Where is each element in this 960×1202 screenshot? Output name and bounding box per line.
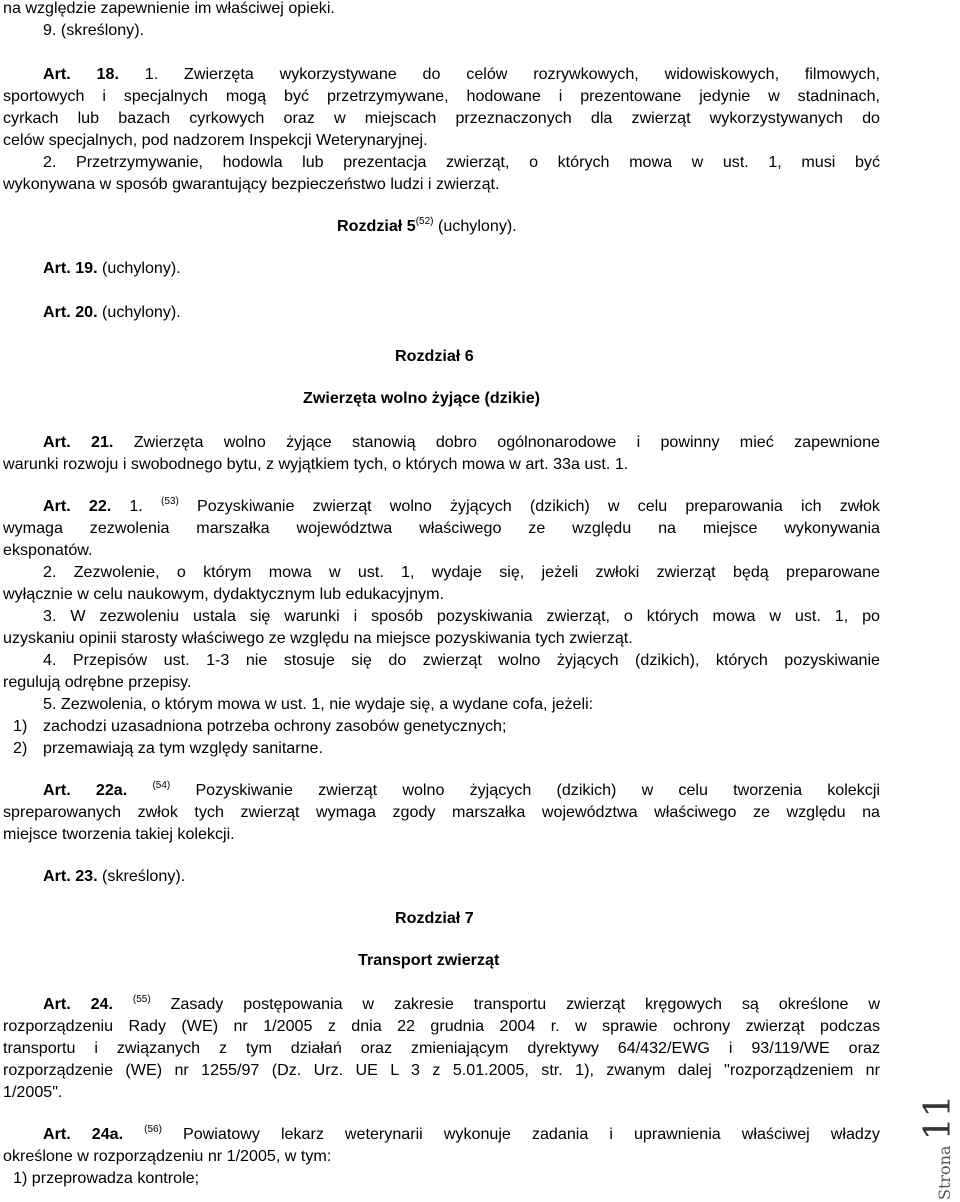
text-span: (uchylony).	[102, 303, 181, 321]
list-item-number: 1)	[13, 717, 28, 735]
art24a-paragraph-line	[43, 1124, 880, 1144]
text-span: 1.	[129, 497, 143, 515]
text-span: 1. Zwierzęta wykorzystywane do celów rozrywkowych, widowiskowych, filmowych,	[144, 65, 880, 83]
text-line: 5. Zezwolenia, o którym mowa w ust. 1, nie wydaje się, a wydane cofa, jeżeli:	[43, 695, 594, 713]
article-heading: Art. 22.	[43, 497, 112, 515]
text-line: 3. W zezwoleniu ustala się warunki i sposób pozyskiwania zwierząt, o których mowa w ust. 1, po	[43, 607, 880, 625]
list-item: 1) przeprowadza kontrole;	[13, 1169, 200, 1187]
chapter-7-heading	[395, 908, 474, 928]
page-number-footer	[918, 1095, 959, 1200]
text-span: Pozyskiwanie zwierząt wolno żyjących (dzikich) w celu preparowania ich zwłok	[196, 497, 880, 515]
text-span: (uchylony).	[437, 217, 517, 235]
art23-line	[43, 866, 185, 886]
footnote-ref: (52)	[415, 216, 434, 227]
art19-line	[43, 258, 181, 278]
text-line: warunki rozwoju i swobodnego bytu, z wyjątkiem tych, o których mowa w art. 33a ust. 1.	[3, 455, 629, 473]
footnote-ref: (54)	[152, 780, 171, 791]
text-line: transportu i związanych z tym działań oraz zmieniającym dyrektywy 64/432/EWG i 93/119/WE oraz	[3, 1039, 880, 1057]
page-number: 11	[918, 1094, 959, 1141]
text-line: 2. Przetrzymywanie, hodowla lub prezentacja zwierząt, o których mowa w ust. 1, musi być	[43, 153, 880, 171]
article-heading: Art. 21.	[43, 433, 114, 451]
text-line: cyrkach lub bazach cyrkowych oraz w miejscach przeznaczonych dla zwierząt wykorzystywanych do	[3, 109, 880, 127]
chapter-6-title	[303, 388, 540, 408]
list-item: przemawiają za tym względy sanitarne.	[43, 739, 323, 757]
list-item: zachodzi uzasadniona potrzeba ochrony zasobów genetycznych;	[43, 717, 507, 735]
page-label: Strona	[935, 1145, 954, 1200]
chapter-label: Rozdział 5	[337, 217, 416, 235]
text-line: uzyskaniu opinii starosty właściwego ze względu na miejsce pozyskiwania tych zwierząt.	[3, 629, 633, 647]
article-heading: Art. 20.	[43, 303, 98, 321]
text-span: Pozyskiwanie zwierząt wolno żyjących (dzikich) w celu tworzenia kolekcji	[195, 781, 880, 799]
article-heading: Art. 18.	[43, 65, 119, 83]
text-line: eksponatów.	[3, 541, 93, 559]
text-line: 4. Przepisów ust. 1-3 nie stosuje się do zwierząt wolno żyjących (dzikich), których pozyskiwanie	[43, 651, 880, 669]
footnote-ref: (55)	[132, 994, 151, 1005]
chapter-label: Rozdział 6	[395, 347, 474, 365]
article-heading: Art. 24a.	[43, 1125, 124, 1143]
art22-paragraph-line	[43, 496, 880, 516]
text-span: (uchylony).	[102, 259, 181, 277]
art20-line	[43, 302, 181, 322]
text-line: sportowych i specjalnych mogą być przetrzymywane, hodowane i prezentowane jedynie w stadninach,	[3, 87, 880, 105]
text-line: rozporządzenie (WE) nr 1255/97 (Dz. Urz. UE L 3 z 5.01.2005, str. 1), zwanym dalej "rozporządzeniem nr	[3, 1061, 880, 1079]
chapter-5-heading	[337, 216, 517, 236]
article-heading: Art. 24.	[43, 995, 113, 1013]
text-line: wyłącznie w celu naukowym, dydaktycznym lub edukacyjnym.	[3, 585, 444, 603]
text-line: wykonywana w sposób gwarantujący bezpieczeństwo ludzi i zwierząt.	[3, 175, 500, 193]
chapter-7-title	[358, 950, 499, 970]
art22a-paragraph-line	[43, 780, 880, 800]
article-heading: Art. 22a.	[43, 781, 128, 799]
text-line: 1/2005".	[3, 1083, 63, 1101]
text-line: spreparowanych zwłok tych zwierząt wymaga zgody marszałka województwa właściwego ze względu na	[3, 803, 880, 821]
text-span: (skreślony).	[102, 867, 186, 885]
chapter-6-heading	[395, 346, 474, 366]
footnote-ref: (53)	[161, 496, 179, 507]
text-line: regulują odrębne przepisy.	[3, 673, 192, 691]
footnote-ref: (56)	[144, 1124, 162, 1135]
text-line: 2. Zezwolenie, o którym mowa w ust. 1, wydaje się, jeżeli zwłoki zwierząt będą preparowane	[43, 563, 880, 581]
art18-paragraph-line	[43, 64, 880, 84]
chapter-title: Transport zwierząt	[358, 951, 500, 969]
text-line: na względzie zapewnienie im właściwej opieki.	[3, 0, 335, 17]
text-span: Zasady postępowania w zakresie transportu zwierząt kręgowych są określone w	[170, 995, 880, 1013]
text-line: celów specjalnych, pod nadzorem Inspekcji Weterynaryjnej.	[3, 131, 428, 149]
text-span: Powiatowy lekarz weterynarii wykonuje zadania i uprawnienia właściwej władzy	[182, 1125, 880, 1143]
text-line: rozporządzeniu Rady (WE) nr 1/2005 z dnia 22 grudnia 2004 r. w sprawie ochrony zwierząt podczas	[3, 1017, 880, 1035]
article-heading: Art. 23.	[43, 867, 98, 885]
chapter-label: Rozdział 7	[395, 909, 474, 927]
chapter-title: Zwierzęta wolno żyjące (dzikie)	[303, 389, 540, 407]
text-line: miejsce tworzenia takiej kolekcji.	[3, 825, 235, 843]
text-line: 9. (skreślony).	[43, 21, 145, 39]
text-line: wymaga zezwolenia marszałka województwa właściwego ze względu na miejsce wykonywania	[3, 519, 880, 537]
text-line: określone w rozporządzeniu nr 1/2005, w tym:	[3, 1147, 332, 1165]
art21-paragraph-line	[43, 432, 880, 452]
list-item-number: 2)	[13, 739, 28, 757]
text-span: Zwierzęta wolno żyjące stanowią dobro ogólnonarodowe i powinny mieć zapewnione	[133, 433, 880, 451]
art24-paragraph-line	[43, 994, 880, 1014]
article-heading: Art. 19.	[43, 259, 98, 277]
